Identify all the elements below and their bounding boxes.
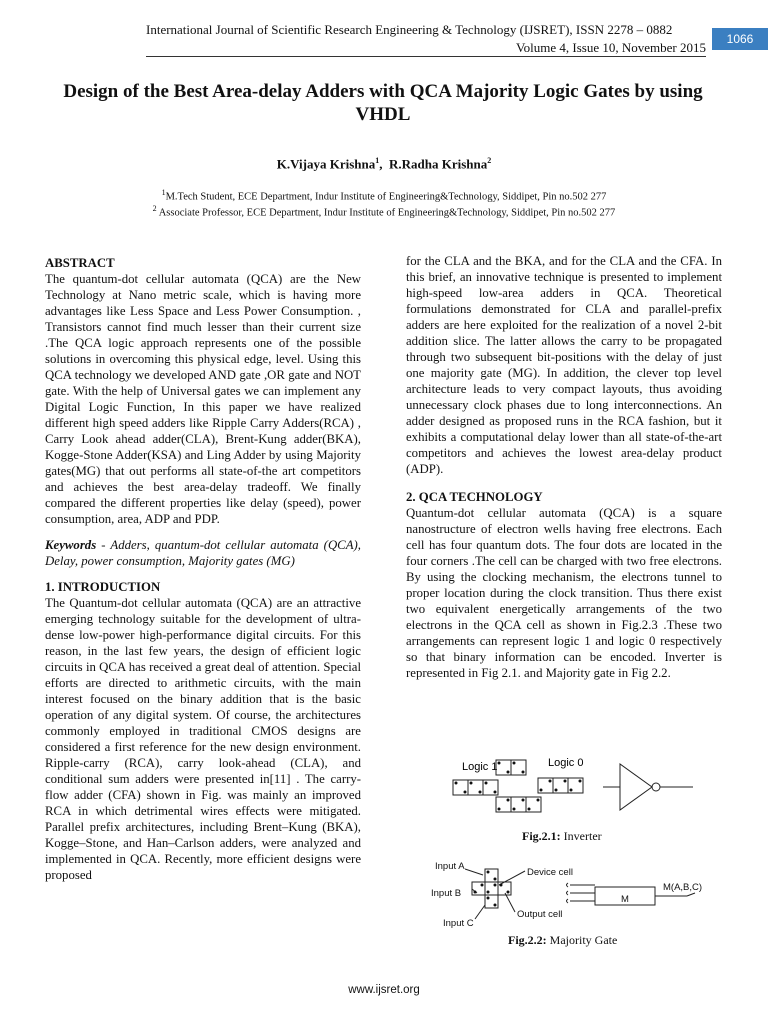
header-rule: [146, 56, 706, 57]
intro-text: The Quantum-dot cellular automata (QCA) are an attractive emerging technology suitable for the development of ultra-dense low-power high-performance digital circuits. For this reason, in the last few years, the design of efficient logic circuits in QCA has received a great deal of attention. Special efforts are directed to arithmetic circuits, with the main interest focused on the binary addition that is the basic operation of any digital system. Of course, the architectures commonly employed in traditional CMOS designs are considered a first reference for the new design environment. Ripple-carry (RCA), carry look-ahead (CLA), and conditional sum adders were presented in[11] . The carry-flow adder (CFA) shown in Fig. was mainly an improved RCA in which detrimental wires effects were mitigated. Parallel prefix architectures, including Brent–Kung (BKA), Kogge–Stone, and Han–Carlson adders, were analyzed and implemented in QCA. Recently, more efficient designs were proposed: [45, 596, 361, 882]
inverter-figure: [448, 752, 698, 822]
qca-text: Quantum-dot cellular automata (QCA) is a square nanostructure of electron wells having free electrons. Each cell has four quantum dots. The four dots are located in the four corners .The cell can be charged with two free electrons. By using the clocking mechanism, the electrons tunnel to proper location during the clock transition. Thus there exist two equivalent energetically arrangements of the two electrons in the QCA cell as shown in Fig.2.3 .These two arrangements can represent logic 1 and logic 0 respectively so that binary information can be encoded. Inverter is represented in Fig 2.1. and Majority gate in Fig 2.2.: [406, 506, 722, 680]
affiliation-1: $^1$M.Tech Student, ECE Department, Indur Institute of Engineering&Technology, Siddipet, Pin no.502 277: [161, 188, 607, 203]
author-1-sup: 1: [375, 156, 380, 165]
intro-continuation: for the CLA and the BKA, and for the CLA and the CFA. In this brief, an innovative technique is presented to implement high-speed low-area adders in QCA. Theoretical formulations demonstrated for CLA and parallel-prefix adders are here exploited for the realization of a novel 2-bit addition slice. The latter allows the carry to be propagated through two subsequent bit-positions with the delay of just one majority gate (MG). In addition, the clever top level architecture leads to very compact layouts, thus avoiding unnecessary clock phases due to long interconnections. An adder designed as proposed runs in the RCA fashion, but it exhibits a computational delay lower than all state-of-the-art competitors and achieves the lowest area-delay product (ADP).: [406, 254, 722, 476]
majority-gate-figure: [425, 857, 715, 932]
left-column: [45, 255, 361, 883]
abstract-heading: ABSTRACT: [45, 256, 115, 270]
majority-cells: [465, 869, 525, 919]
keywords-label: Keywords: [45, 538, 97, 552]
page-number-badge: 1066: [712, 28, 768, 50]
paper-title: Design of the Best Area-delay Adders with QCA Majority Logic Gates by using VHDL: [63, 81, 703, 125]
fig21-caption: Fig.2.1: Inverter: [522, 829, 602, 843]
input-b-label: Input B: [431, 888, 462, 899]
right-column: [406, 253, 722, 681]
logic1-label: Logic 1: [462, 761, 498, 773]
input-a-label: Input A: [435, 861, 465, 872]
logic0-label: Logic 0: [548, 757, 584, 769]
output-label: M(A,B,C): [663, 882, 703, 893]
affil-2-sup: 2: [152, 204, 157, 213]
journal-header: International Journal of Scientific Research Engineering & Technology (IJSRET), ISSN 2278 – 0882: [146, 22, 673, 37]
affil-1-sup: 1: [161, 188, 166, 197]
abstract-text: The quantum-dot cellular automata (QCA) are the New Technology at Nano metric scale, which is having more advantages like Less Space and Less Power Consumption. , Transistors cannot find much lesser than their current size .The QCA logic approach represents one of the possible solutions in overcoming this physical edge, level. Using this QCA technology we developed AND gate ,OR gate and NOT gate. With the help of Universal gates we can implement any Digital Logic Function, In this paper we have realized different high speed adders like Ripple Carry Adders(RCA) , Carry Look ahead adder(CLA), Brent-Kung adder(BKA), Kogge-Stone Adder(KSA) and Ling Adder by using Majority gates(MG) that out performs all state-of-the art competitors and achieves the best area-delay tradeoff. We finally compared the different properties like delay (speed), power consumption, area, ADP and PDP.: [45, 272, 361, 526]
output-cell-label: Output cell: [517, 909, 563, 920]
author-1: K.Vijaya Krishna: [276, 156, 376, 172]
intro-heading: 1. INTRODUCTION: [45, 580, 161, 594]
qca-heading: 2. QCA TECHNOLOGY: [406, 490, 543, 504]
authors: K.Vijaya Krishna$^1$, R.Radha Krishna$^2$: [276, 156, 492, 172]
author-2: R.Radha Krishna: [388, 156, 488, 172]
majority-dots: [474, 871, 510, 907]
input-c-label: Input C: [443, 918, 474, 929]
author-2-sup: 2: [487, 156, 492, 165]
volume-info: Volume 4, Issue 10, November 2015: [515, 40, 706, 55]
keywords: [45, 537, 361, 569]
keywords-text: - Adders, quantum-dot cellular automata (QCA), Delay, power consumption, Majority gates (MG): [45, 538, 361, 568]
device-cell-label: Device cell: [527, 867, 573, 878]
fig22-caption: Fig.2.2: Majority Gate: [508, 933, 618, 947]
inverter-symbol: [603, 764, 693, 810]
affiliation-2: $^2$ Associate Professor, ECE Department, Indur Institute of Engineering&Technology, Siddipet, Pin no.502 277: [152, 204, 616, 219]
m-label: M: [621, 894, 629, 905]
footer-url[interactable]: www.ijsret.org: [348, 984, 420, 996]
